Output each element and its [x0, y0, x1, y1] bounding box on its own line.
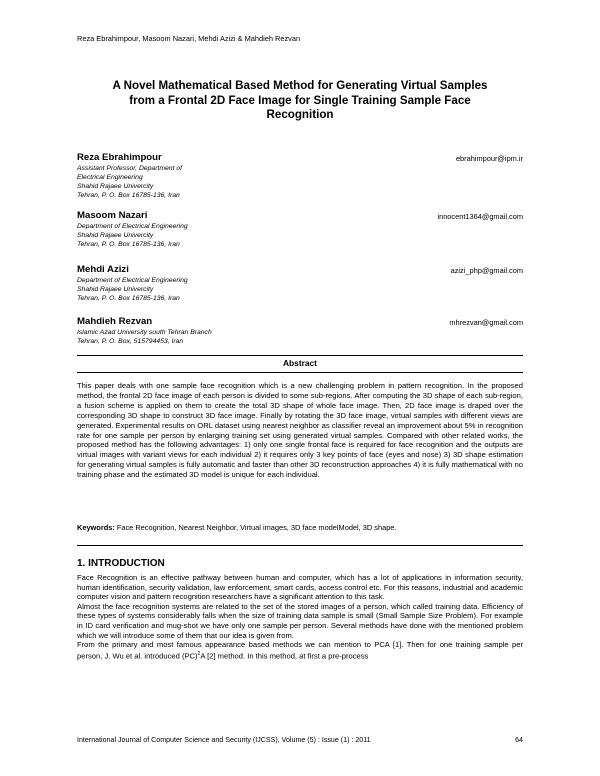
- author-name: Masoom Nazari: [77, 210, 148, 221]
- abstract-heading: Abstract: [283, 358, 317, 368]
- affil-line: Tehran, P. O. Box 16785-136, Iran: [77, 241, 180, 248]
- paper-title: [70, 79, 530, 123]
- journal-citation: International Journal of Computer Science and Security (IJCSS), Volume (5) : Issue (1) : 2011: [77, 736, 371, 744]
- page-number: 64: [515, 736, 523, 744]
- title-line: A Novel Mathematical Based Method for Generating Virtual Samples: [112, 79, 488, 92]
- paragraph-text: From the primary and most famous appearance based methods we can mention to PCA [1]. Then for one training sample per person, J. Wu et al. introduced (PC): [77, 640, 523, 661]
- keywords-text: Face Recognition, Nearest Neighbor, Virtual images, 3D face modelModel, 3D shape.: [114, 523, 397, 532]
- affil-line: Tehran, P. O. Box, 515794453, Iran: [77, 338, 184, 345]
- affil-line: Shahid Rajaee Univercity: [77, 286, 154, 293]
- affil-line: Department of Electrical Engineering: [77, 277, 188, 284]
- author-email[interactable]: mhrezvan@gmail.com: [449, 318, 523, 327]
- divider: [77, 372, 523, 373]
- author-affiliation: [77, 328, 523, 346]
- superscript: 2: [197, 650, 201, 657]
- abstract-text: This paper deals with one sample face recognition which is a new challenging problem in pattern recognition. In the proposed method, the frontal 2D face image of each person is divided to some sub-regions. After computing the 3D shape of each sub-region, a fusion scheme is applied on them to create the total 3D shape of whole face image. Then, 2D face image is draped over the corresponding 3D shape to construct 3D face image. Finally by rotating the 3D face image, virtual samples with different views are generated. Experimental results on ORL dataset using nearest neighbor as classifier reveal an improvement about 5% in recognition rate for one sample per person by enlarging training set using generated virtual samples. Compared with other related works, the proposed method has the following advantages: 1) only one single frontal face is required for face recognition and the outputs are virtual images with variant views for each individual 2) it requires only 3 key points of face (eyes and nose) 3) 3D shape estimation for generating virtual samples is fully automatic and faster than other 3D reconstruction approaches 4) it is fully mathematical with no training phase and the estimated 3D model is unique for each individual.: [77, 381, 523, 480]
- affil-line: Department of Electrical Engineering: [77, 223, 188, 230]
- author-affiliation: [77, 164, 523, 200]
- divider: [77, 355, 523, 356]
- affil-line: Islamic Azad University south Tehran Branch: [77, 329, 212, 336]
- title-line: Recognition: [266, 108, 334, 122]
- affil-line: Tehran, P. O. Box 16785-136, Iran: [77, 295, 180, 302]
- paragraph: [77, 640, 523, 661]
- affil-line: Electrical Engineering: [77, 174, 143, 181]
- author-block: [77, 316, 523, 346]
- paragraph-text: A [2] method. In this method, at first a pre-process: [200, 651, 369, 661]
- author-block: [77, 264, 523, 303]
- affil-line: Shahid Rajaee Univercity: [77, 183, 154, 190]
- affil-line: Tehran, P. O. Box 16785-136, Iran: [77, 192, 180, 199]
- author-email[interactable]: azizi_php@gmail.com: [450, 266, 523, 275]
- author-affiliation: [77, 276, 523, 303]
- author-affiliation: [77, 222, 523, 249]
- author-block: [77, 152, 523, 200]
- title-line: from a Frontal 2D Face Image for Single Training Sample Face: [129, 93, 471, 107]
- running-head: Reza Ebrahimpour, Masoom Nazari, Mehdi Azizi & Mahdieh Rezvan: [77, 34, 301, 43]
- keywords-label: Keywords:: [77, 523, 115, 532]
- author-name: Mehdi Azizi: [77, 264, 129, 275]
- intro-text: [77, 573, 523, 661]
- author-name: Reza Ebrahimpour: [77, 152, 162, 163]
- author-email[interactable]: ebrahimpour@ipm.ir: [455, 154, 523, 163]
- divider: [77, 545, 523, 546]
- page-footer: [77, 736, 523, 744]
- paragraph: Almost the face recognition systems are related to the set of the stored images of a person, which called training data. Efficiency of these types of systems considerably falls when the size of training data sample is small (Small Sample Size Problem). For example in ID card verification and mug-shot we have only one sample per person. Several methods have done with the mentioned problem which we will introduce some of them that our idea is given from.: [77, 601, 523, 640]
- author-email[interactable]: innocent1364@gmail.com: [437, 212, 523, 221]
- author-block: [77, 210, 523, 249]
- keywords: [77, 523, 523, 532]
- author-name: Mahdieh Rezvan: [77, 316, 153, 327]
- affil-line: Shahid Rajaee Univercity: [77, 232, 154, 239]
- section-heading: 1. INTRODUCTION: [77, 558, 165, 569]
- paragraph: Face Recognition is an effective pathway between human and computer, which has a lot of applications in information security, human identification, security validation, law enforcement, smart cards, access control etc. For this reasons, industrial and academic computer vision and pattern recognition researchers have a significant attention to this task.: [77, 573, 523, 602]
- affil-line: Assistant Professor, Department of: [77, 165, 183, 172]
